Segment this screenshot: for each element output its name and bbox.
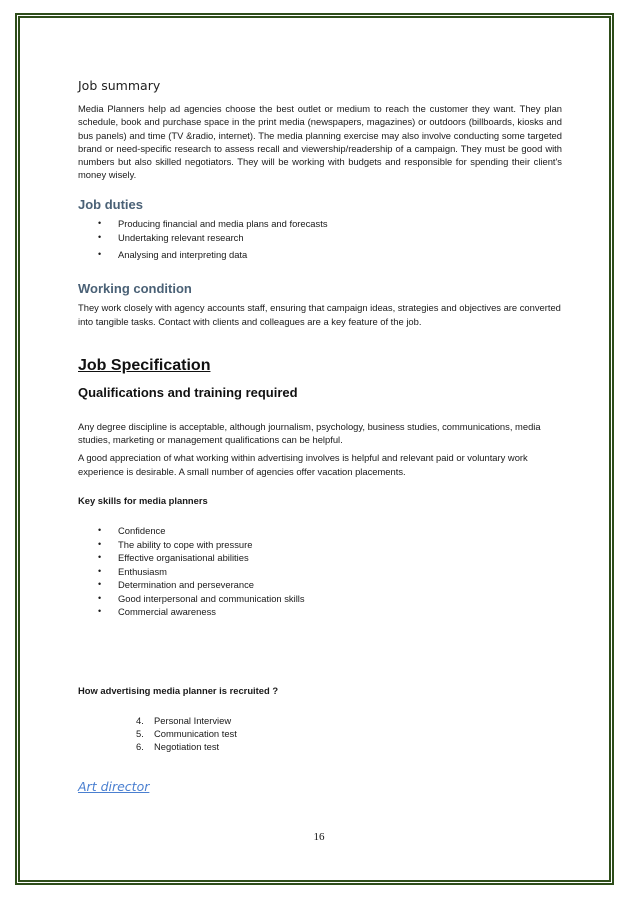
list-item: • Producing financial and media plans and forecasts — [98, 217, 562, 231]
list-item: 6. Negotiation test — [136, 740, 220, 752]
key-skills-list — [78, 524, 562, 619]
working-condition-heading: Working condition — [78, 281, 192, 297]
job-summary-text: Media Planners help ad agencies choose the best outlet or medium to reach the customer they want. They plan schedule, book and purchase space in the print media (newspapers, magazines) or outdoors (billboards, kiosks and bus panels) and time (TV &radio, internet). The media planning exercise may also involve conducting some targeted brand or need-specific research to assess recall and viewership/readership of a campaign. They must be good with numbers but also skilled negotiators. They will be working with budgets and responsible for spending their client's money wisely. — [78, 103, 562, 181]
list-item: • Undertaking relevant research — [98, 231, 562, 245]
list-item: 4. Personal Interview — [136, 714, 232, 726]
working-condition-text: They work closely with agency accounts staff, ensuring that campaign ideas, strategies and objectives are converted into tangible tasks. Contact with clients and colleagues are a key feature of the job. — [78, 302, 561, 327]
page-number: 16 — [313, 831, 325, 843]
recruitment-steps — [78, 714, 562, 753]
list-item: • Enthusiasm — [98, 565, 562, 579]
list-item: • Determination and perseverance — [98, 578, 562, 592]
job-duties-list — [78, 217, 562, 262]
list-item: • Analysing and interpreting data — [98, 248, 562, 262]
list-item: • Good interpersonal and communication skills — [98, 592, 562, 606]
job-summary-heading: Job summary — [78, 78, 161, 93]
list-item: 5. Communication test — [136, 727, 237, 739]
job-duties-heading: Job duties — [78, 196, 144, 212]
recruitment-heading: How advertising media planner is recruited ? — [78, 684, 279, 696]
qualifications-text-2: A good appreciation of what working within advertising involves is helpful and relevant paid or voluntary work experience is desirable. A small number of agencies offer vacation placements. — [78, 452, 528, 477]
page-content — [78, 78, 562, 794]
list-item: • Effective organisational abilities — [98, 551, 562, 565]
qualifications-heading: Qualifications and training required — [78, 384, 298, 400]
job-specification-heading: Job Specification — [78, 356, 211, 374]
qualifications-text-1: Any degree discipline is acceptable, although journalism, psychology, business studies, communications, media studies, marketing or management qualifications can be helpful. — [78, 420, 541, 446]
list-item: • Commercial awareness — [98, 605, 562, 619]
list-item: • The ability to cope with pressure — [98, 538, 562, 552]
art-director-heading: Art director — [78, 778, 150, 794]
key-skills-heading: Key skills for media planners — [78, 495, 208, 507]
list-item: • Confidence — [98, 524, 562, 538]
